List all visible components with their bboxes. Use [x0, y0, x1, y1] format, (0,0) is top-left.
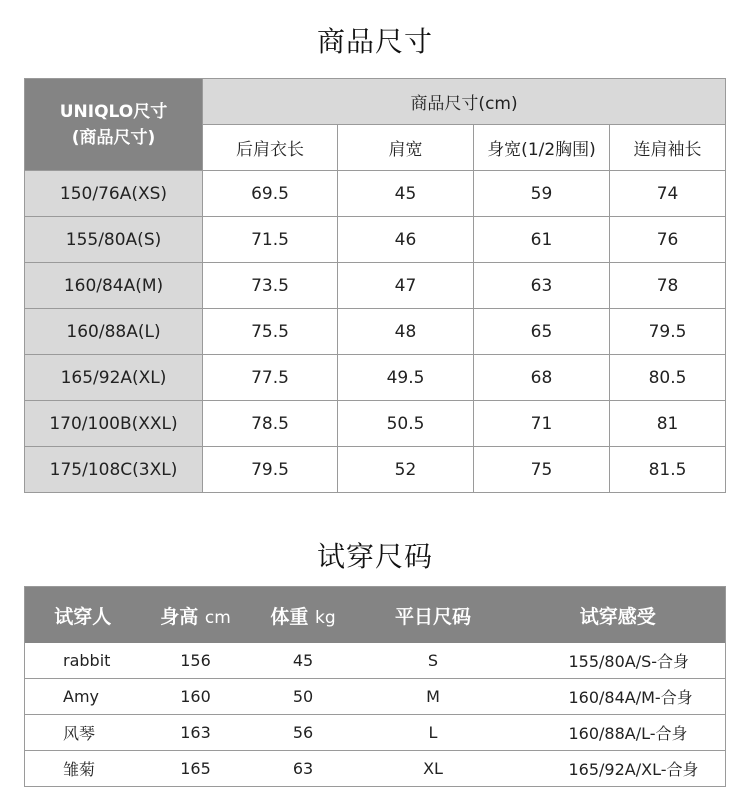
size-corner-header — [25, 79, 203, 171]
feel-value: 160/84A/M-合身 — [511, 679, 726, 715]
person-name: 风琴 — [25, 715, 141, 751]
table-row — [25, 643, 726, 679]
header-person: 试穿人 — [25, 587, 141, 644]
group-header: 商品尺寸(cm) — [203, 79, 726, 125]
weight-value: 50 — [251, 679, 356, 715]
table-cell: 79.5 — [203, 447, 338, 493]
table-cell: 75.5 — [203, 309, 338, 355]
height-value: 165 — [141, 751, 251, 787]
header-height — [141, 587, 251, 644]
size-label: 155/80A(S) — [25, 217, 203, 263]
table-row — [25, 447, 726, 493]
size-chart-table — [24, 78, 726, 493]
table-row — [25, 171, 726, 217]
table-cell: 80.5 — [610, 355, 726, 401]
table-row — [25, 715, 726, 751]
table-cell: 81.5 — [610, 447, 726, 493]
table-cell: 59 — [474, 171, 610, 217]
size-value: XL — [356, 751, 511, 787]
table-cell: 73.5 — [203, 263, 338, 309]
table-row — [25, 355, 726, 401]
column-header: 后肩衣长 — [203, 125, 338, 171]
table-cell: 81 — [610, 401, 726, 447]
table-row — [25, 751, 726, 787]
table-cell: 77.5 — [203, 355, 338, 401]
header-feel: 试穿感受 — [511, 587, 726, 644]
header-height-label: 身高 — [160, 605, 199, 628]
weight-value: 56 — [251, 715, 356, 751]
corner-line-1: UNIQLO尺寸 — [59, 101, 168, 122]
column-header: 连肩袖长 — [610, 125, 726, 171]
height-value: 163 — [141, 715, 251, 751]
size-value: M — [356, 679, 511, 715]
table-cell: 71 — [474, 401, 610, 447]
header-size: 平日尺码 — [356, 587, 511, 644]
header-weight-label: 体重 — [270, 605, 309, 628]
table-cell: 50.5 — [338, 401, 474, 447]
table-row — [25, 401, 726, 447]
table-cell: 47 — [338, 263, 474, 309]
table-cell: 76 — [610, 217, 726, 263]
weight-value: 45 — [251, 643, 356, 679]
height-value: 160 — [141, 679, 251, 715]
table-row — [25, 263, 726, 309]
header-weight-unit: kg — [315, 607, 336, 628]
table-cell: 79.5 — [610, 309, 726, 355]
feel-value: 160/88A/L-合身 — [511, 715, 726, 751]
size-value: S — [356, 643, 511, 679]
fit-header-row — [25, 587, 726, 644]
column-header: 身宽(1/2胸围) — [474, 125, 610, 171]
table-cell: 69.5 — [203, 171, 338, 217]
table-cell: 48 — [338, 309, 474, 355]
corner-line-2: (商品尺寸) — [71, 127, 156, 148]
size-label: 170/100B(XXL) — [25, 401, 203, 447]
fit-section-title: 试穿尺码 — [316, 540, 433, 573]
person-name: 雏菊 — [25, 751, 141, 787]
person-name: Amy — [25, 679, 141, 715]
table-cell: 63 — [474, 263, 610, 309]
column-header: 肩宽 — [338, 125, 474, 171]
table-cell: 75 — [474, 447, 610, 493]
header-weight — [251, 587, 356, 644]
table-cell: 74 — [610, 171, 726, 217]
table-row — [25, 679, 726, 715]
height-value: 156 — [141, 643, 251, 679]
size-label: 160/84A(M) — [25, 263, 203, 309]
header-height-unit: cm — [204, 607, 231, 628]
table-row — [25, 217, 726, 263]
table-cell: 46 — [338, 217, 474, 263]
table-cell: 78.5 — [203, 401, 338, 447]
size-label: 175/108C(3XL) — [25, 447, 203, 493]
size-chart-title: 商品尺寸 — [316, 25, 433, 58]
feel-value: 165/92A/XL-合身 — [511, 751, 726, 787]
table-cell: 49.5 — [338, 355, 474, 401]
size-label: 160/88A(L) — [25, 309, 203, 355]
table-row — [25, 309, 726, 355]
size-label: 165/92A(XL) — [25, 355, 203, 401]
table-cell: 78 — [610, 263, 726, 309]
person-name: rabbit — [25, 643, 141, 679]
table-cell: 68 — [474, 355, 610, 401]
size-value: L — [356, 715, 511, 751]
table-cell: 61 — [474, 217, 610, 263]
feel-value: 155/80A/S-合身 — [511, 643, 726, 679]
table-cell: 71.5 — [203, 217, 338, 263]
size-label: 150/76A(XS) — [25, 171, 203, 217]
weight-value: 63 — [251, 751, 356, 787]
table-cell: 52 — [338, 447, 474, 493]
table-cell: 45 — [338, 171, 474, 217]
table-cell: 65 — [474, 309, 610, 355]
fit-table — [24, 586, 726, 787]
